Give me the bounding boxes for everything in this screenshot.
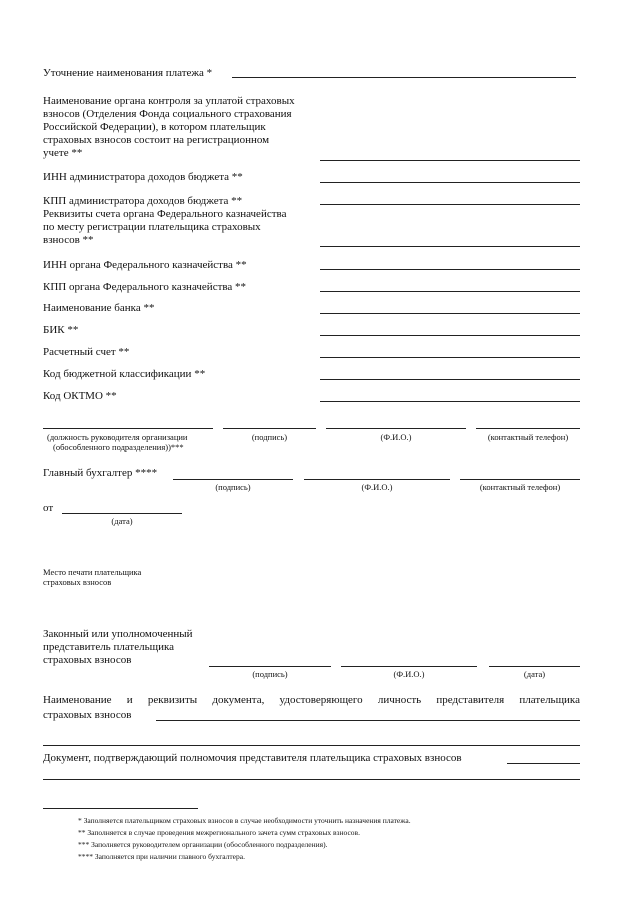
clarification-label: Уточнение наименования платежа * bbox=[43, 67, 213, 79]
stamp-line: Место печати плательщика bbox=[43, 567, 142, 577]
control-org-line: Российской Федерации), в котором плательщик bbox=[43, 121, 266, 133]
identity-doc-line2: страховых взносов bbox=[43, 709, 132, 721]
account-label: Расчетный счет ** bbox=[43, 346, 130, 358]
treasury-account-field[interactable] bbox=[320, 246, 580, 247]
accountant-signature-caption: (подпись) bbox=[215, 482, 251, 492]
control-org-line: Наименование органа контроля за уплатой страховых bbox=[43, 95, 295, 107]
account-field[interactable] bbox=[320, 357, 580, 358]
representative-label bbox=[43, 628, 193, 667]
head-position-caption bbox=[47, 432, 187, 452]
treasury-account-line: Реквизиты счета органа Федерального казначейства bbox=[43, 208, 287, 220]
authority-doc-label: Документ, подтверждающий полномочия представителя плательщика страховых взносов bbox=[43, 752, 462, 764]
treasury-account-label bbox=[43, 208, 286, 247]
control-org-field[interactable] bbox=[320, 160, 580, 161]
representative-signature-caption: (подпись) bbox=[252, 669, 288, 679]
date-caption: (дата) bbox=[111, 516, 133, 526]
kbk-field[interactable] bbox=[320, 379, 580, 380]
control-org-line: взносов (Отделения Фонда социального страхования bbox=[43, 108, 292, 120]
footnote-separator bbox=[43, 808, 198, 809]
identity-doc-field-extra[interactable] bbox=[43, 745, 580, 746]
inn-treasury-field[interactable] bbox=[320, 269, 580, 270]
oktmo-field[interactable] bbox=[320, 401, 580, 402]
identity-doc-line1: Наименование и реквизиты документа, удостоверяющего личность представителя плательщика bbox=[43, 694, 580, 706]
kbk-label: Код бюджетной классификации ** bbox=[43, 368, 206, 380]
treasury-account-line: взносов ** bbox=[43, 234, 94, 246]
accountant-fio-caption: (Ф.И.О.) bbox=[361, 482, 393, 492]
representative-fio-field[interactable] bbox=[341, 666, 477, 667]
representative-date-field[interactable] bbox=[489, 666, 580, 667]
inn-admin-label: ИНН администратора доходов бюджета ** bbox=[43, 171, 243, 183]
head-position-caption-line: (должность руководителя организации bbox=[47, 432, 188, 442]
clarification-field[interactable] bbox=[232, 77, 576, 78]
footnote: ** Заполняется в случае проведения межрегионального зачета сумм страховых взносов. bbox=[78, 828, 360, 837]
head-fio-caption: (Ф.И.О.) bbox=[380, 432, 412, 442]
accountant-fio-field[interactable] bbox=[304, 479, 450, 480]
identity-doc-field[interactable] bbox=[156, 720, 580, 721]
footnote: **** Заполняется при наличии главного бухгалтера. bbox=[78, 852, 245, 861]
head-signature-field[interactable] bbox=[223, 428, 316, 429]
accountant-phone-caption: (контактный телефон) bbox=[479, 482, 561, 492]
representative-signature-field[interactable] bbox=[209, 666, 331, 667]
kpp-treasury-field[interactable] bbox=[320, 291, 580, 292]
kpp-treasury-label: КПП органа Федерального казначейства ** bbox=[43, 281, 247, 293]
treasury-account-line: по месту регистрации плательщика страховых bbox=[43, 221, 261, 233]
control-org-label bbox=[43, 95, 295, 160]
accountant-signature-field[interactable] bbox=[173, 479, 293, 480]
bik-field[interactable] bbox=[320, 335, 580, 336]
oktmo-label: Код ОКТМО ** bbox=[43, 390, 117, 402]
stamp-place bbox=[43, 567, 141, 587]
kpp-admin-field[interactable] bbox=[320, 204, 580, 205]
accountant-phone-field[interactable] bbox=[460, 479, 580, 480]
control-org-line: учете ** bbox=[43, 147, 83, 159]
head-fio-field[interactable] bbox=[326, 428, 466, 429]
accountant-label: Главный бухгалтер **** bbox=[43, 467, 158, 479]
control-org-line: страховых взносов состоит на регистрационном bbox=[43, 134, 270, 146]
inn-treasury-label: ИНН органа Федерального казначейства ** bbox=[43, 259, 247, 271]
bank-name-field[interactable] bbox=[320, 313, 580, 314]
representative-date-caption: (дата) bbox=[523, 669, 546, 679]
representative-line: Законный или уполномоченный bbox=[43, 628, 193, 640]
bank-name-label: Наименование банка ** bbox=[43, 302, 155, 314]
head-position-caption-line: (обособленного подразделения))*** bbox=[53, 442, 184, 452]
date-from-label: от bbox=[43, 502, 54, 514]
inn-admin-field[interactable] bbox=[320, 182, 580, 183]
footnotes bbox=[78, 816, 411, 862]
footnote: *** Заполняется руководителем организации (обособленного подразделения). bbox=[78, 840, 328, 849]
bik-label: БИК ** bbox=[43, 324, 79, 336]
head-phone-field[interactable] bbox=[476, 428, 580, 429]
representative-fio-caption: (Ф.И.О.) bbox=[393, 669, 425, 679]
representative-line: страховых взносов bbox=[43, 654, 132, 666]
head-position-field[interactable] bbox=[43, 428, 213, 429]
date-field[interactable] bbox=[62, 513, 182, 514]
footnote: * Заполняется плательщиком страховых взносов в случае необходимости уточнить назначения платежа. bbox=[78, 816, 411, 825]
representative-line: представитель плательщика bbox=[43, 641, 175, 653]
head-signature-caption: (подпись) bbox=[251, 432, 288, 442]
stamp-line: страховых взносов bbox=[43, 577, 112, 587]
head-phone-caption: (контактный телефон) bbox=[487, 432, 569, 442]
authority-doc-field[interactable] bbox=[507, 763, 580, 764]
kpp-admin-label: КПП администратора доходов бюджета ** bbox=[43, 195, 243, 207]
authority-doc-field-extra[interactable] bbox=[43, 779, 580, 780]
